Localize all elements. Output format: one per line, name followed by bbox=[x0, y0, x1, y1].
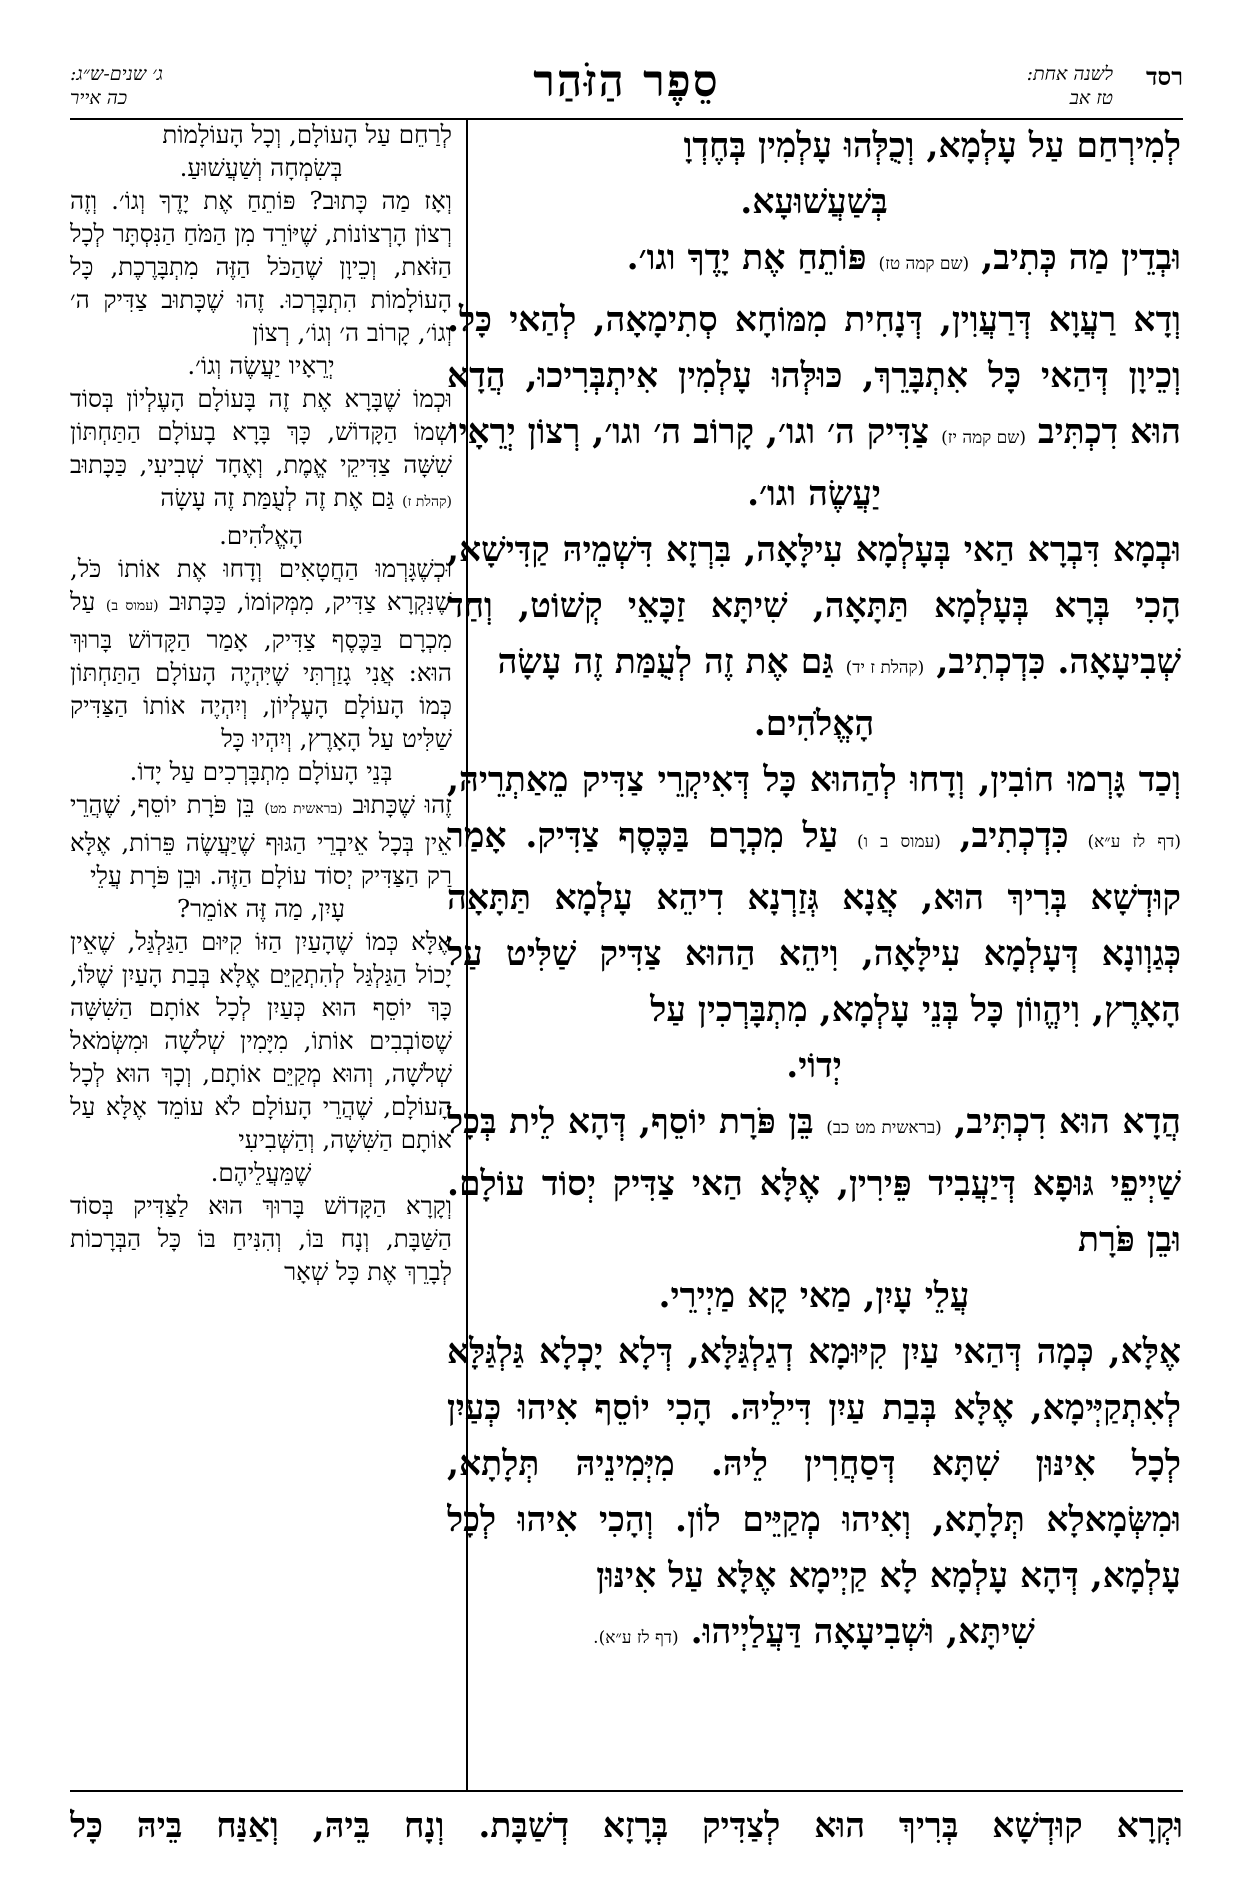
schedule-three-years: ג׳ שנים-ש״ג: bbox=[70, 63, 163, 85]
continuation-line: וּקְרָא קוּדְשָׁא בְּרִיךְ הוּא לְצַדִּיק בְּרָזָא דְשַׁבָּת. וְנָח בֵּיהּ, וְאַנַּח בֵּיהּ כָּל bbox=[70, 1806, 1183, 1846]
paragraph-end: בְּנֵי הָעוֹלָם מִתְבָּרְכִים עַל יָדוֹ. bbox=[129, 757, 393, 786]
paragraph: וּכְשֶׁגָּרְמוּ הַחֲטָאִים וְדָחוּ אֶת אוֹתוֹ כֹּל, שֶׁנִּקְרָא צַדִּיק, מִמְּקוֹמוֹ, כַּכָּתוּב (עמוס ב) עַל מִכְרָם בַּכֶּסֶף צַדִּיק, אָמַר הַקָּדוֹשׁ בָּרוּךְ הוּא: אֲנִי גָזַרְתִּי שֶׁיִּהְיֶה הָעוֹלָם הַתַּחְתּוֹן כְּמוֹ הָעוֹלָם הָעֶלְיוֹן, וְיִהְיֶה אוֹתוֹ הַצַּדִּיק שַׁלִּיט עַל הָאָרֶץ, וְיִהְיוּ כָּל bbox=[70, 554, 452, 753]
paragraph: וּבְמָא דִּבְרָא הַאי בְּעָלְמָא עִילָּאָה, בִּרְזָא דִּשְׁמֵיהּ קַדִּישָׁא, הָכִי בְּרָא בְּעָלְמָא תַּתָּאָה, שִׁיתָּא זַכָּאֵי קְשׁוֹט, וְחַד שְׁבִיעָאָה. כִּדְכְתִיב, (קהלת ז יד) גַּם אֶת זֶה לְעֻמַּת זֶה עָשָׂה bbox=[447, 530, 1181, 682]
paragraph: אֶלָּא, כְּמָה דְּהַאי עַיִן קִיּוּמָא דְגַלְגַּלָּא, דְּלָא יָכְלָא גַּלְגַּלָּא לְאִתְקַיְּימָא, אֶלָּא בְּבַת עַיִן דִּילֵיהּ. הָכִי יוֹסֵף אִיהוּ כְּעַיִן לְכָל אִינּוּן שִׁתָּא דְּסַחֲרִין לֵיהּ. מִיְּמִינֵיהּ תְּלָתָא, וּמִשְּׂמָאלָא תְּלָתָא, וְאִיהוּ מְקַיֵּים לוֹן. וְהָכִי אִיהוּ לְכָל עָלְמָא, דְּהָא עָלְמָא לָא קַיְימָא אֶלָּא עַל אִינּוּן bbox=[447, 1332, 1181, 1596]
paragraph-end: בְּשִׂמְחָה וְשַׁעֲשׁוּעַ. bbox=[179, 153, 343, 182]
paragraph-end: בְּשַׁעֲשׁוּעָא. bbox=[740, 182, 888, 222]
source-reference: (בראשית מט) bbox=[264, 801, 343, 817]
schedule-one-year: לשנה אחת: bbox=[1026, 63, 1113, 85]
hebrew-translation-column bbox=[70, 118, 452, 1792]
source-reference: (בראשית מט כב) bbox=[826, 1118, 942, 1138]
paragraph: וְקָרָא הַקָּדוֹשׁ בָּרוּךְ הוּא לַצַּדִּיק בְּסוֹד הַשַּׁבָּת, וְנָח בּוֹ, וְהִנִּיחַ בּוֹ כָּל הַבְּרָכוֹת לְבָרֵךְ אֶת כָּל שְׁאָר bbox=[70, 1191, 452, 1286]
schedule-three-years-date: כה אייר bbox=[70, 87, 128, 109]
paragraph-end: הָאֱלֹהִים. bbox=[219, 521, 303, 550]
paragraph-end: עָיִן, מַה זֶּה אוֹמֵר? bbox=[177, 894, 345, 923]
paragraph: הֲדָא הוּא דִכְתִּיב, (בראשית מט כב) בֵּן פֹּרָת יוֹסֵף, דְּהָא לֵית בְּכָל שַׁיְיפֵי גּוּפָא דְּיַעֲבִיד פֵּירִין, אֶלָּא הַאי צַדִּיק יְסוֹד עוֹלָם. וּבֵן פֹּרָת bbox=[447, 1102, 1182, 1260]
source-reference: (שם קמה יז) bbox=[941, 428, 1026, 448]
paragraph-end: יְרֵאָיו יַעֲשֶׂה וְגוֹ׳. bbox=[187, 351, 335, 380]
paragraph: זֶהוּ שֶׁכָּתוּב (בראשית מט) בֵּן פֹּרָת יוֹסֵף, שֶׁהֲרֵי אֵין בְּכָל אֵיבְרֵי הַגּוּף שֶׁיַּעֲשֶׂה פֵּרוֹת, אֶלָּא רַק הַצַּדִּיק יְסוֹד עוֹלָם הַזֶּה. וּבֵן פֹּרָת עֲלֵי bbox=[70, 790, 452, 890]
source-reference: (קהלת ז יד) bbox=[845, 658, 925, 678]
paragraph: וּכְמוֹ שֶׁבָּרָא אֶת זֶה בָּעוֹלָם הָעֶלְיוֹן בְּסוֹד שְׁמוֹ הַקָּדוֹשׁ, כָּךְ בָּרָא בָעוֹלָם הַתַּחְתּוֹן שִׁשָּׁה צַדִּיקֵי אֱמֶת, וְאֶחָד שְׁבִיעִי, כַּכָּתוּב (קהלת ז) גַּם אֶת זֶה לְעֻמַּת זֶה עָשָׂה bbox=[70, 384, 452, 512]
paragraph: וְדָא רַעֲוָא דְּרַעֲוִין, דְּנָחִית מִמּוֹחָא סְתִימָאָה, לְהַאי כָּל. וְכֵיוָן דְּהַאי כָּל אִתְבָּרֵךְ, כּוּלְּהוּ עָלְמִין אִיתְבְּרִיכוּ, הֲדָא הוּא דִכְתִּיב (שם קמה יז) צַדִּיק ה׳ וגו׳, קָרוֹב ה׳ וגו׳, רְצוֹן יְרֵאָיו bbox=[447, 300, 1181, 452]
source-reference: (קהלת ז) bbox=[402, 494, 452, 510]
paragraph-end: הָאֱלֹהִים. bbox=[753, 704, 875, 744]
page-reference: (דף לז ע״א) bbox=[1087, 832, 1181, 852]
page-reference: (דף לז ע״א). bbox=[593, 1628, 679, 1648]
paragraph-end: יַעֲשֶׂה וגו׳. bbox=[747, 474, 881, 514]
paragraph-end: יְדוֹי. bbox=[786, 1046, 842, 1086]
paragraph: לְרַחֵם עַל הָעוֹלָם, וְכָל הָעוֹלָמוֹת bbox=[162, 120, 452, 149]
reading-schedule-left bbox=[70, 62, 163, 110]
source-reference: (עמוס ב ו) bbox=[857, 832, 941, 852]
book-title: סֵפֶר הַזֹּהַר bbox=[533, 56, 720, 107]
paragraph: וּבְדֵין מַה כְּתִיב, (שם קמה טז) פּוֹתֵחַ אֶת יָדֶךָ וגו׳. bbox=[626, 238, 1181, 278]
page-header bbox=[70, 56, 1183, 122]
source-reference: (שם קמה טז) bbox=[878, 254, 970, 274]
source-reference: (עמוס ב) bbox=[105, 598, 159, 614]
schedule-one-year-date: טז אב bbox=[1069, 87, 1113, 109]
bottom-rule bbox=[70, 1790, 1183, 1792]
aramaic-column bbox=[447, 118, 1183, 1788]
page-number: רסד bbox=[1146, 62, 1183, 91]
paragraph: לְמִירְחַם עַל עָלְמָא, וְכֻלְּהוּ עָלְמִין בְּחֶדְוָ bbox=[683, 126, 1181, 166]
paragraph-end: שֶׁמֵּעֲלֵיהֶם. bbox=[210, 1158, 312, 1187]
column-divider bbox=[466, 118, 468, 1792]
paragraph-end: עֲלֵי עָיִן, מַאי קָא מַיְירֵי. bbox=[658, 1276, 970, 1316]
paragraph-end: שִׁיתָּא, וּשְׁבִיעָאָה דַּעֲלַיְיהוּ. (דף לז ע״א). bbox=[593, 1612, 1035, 1652]
paragraph: וְאָז מַה כָּתוּב? פּוֹתֵחַ אֶת יָדֶךָ וְגוֹ׳. וְזֶה רְצוֹן הָרְצוֹנוֹת, שֶׁיּוֹרֵד מִן הַמֹּחַ הַנִּסְתָּר לְכָל הַזֹּאת, וְכֵיוָן שֶׁהַכֹּל הַזֶּה מִתְבָּרֶכֶת, כָּל הָעוֹלָמוֹת הִתְבָּרְכוּ. זֶהוּ שֶׁכָּתוּב צַדִּיק ה׳ וְגוֹ׳, קָרוֹב ה׳ וְגוֹ׳, רְצוֹן bbox=[70, 186, 452, 347]
paragraph: אֶלָּא כְּמוֹ שֶׁהָעַיִן הַזּוֹ קִיּוּם הַגַּלְגַּל, שֶׁאֵין יָכוֹל הַגַּלְגַּל לְהִתְקַיֵּם אֶלָּא בְּבַת הָעַיִן שֶׁלּוֹ, כָּךְ יוֹסֵף הוּא כְּעַיִן לְכָל אוֹתָם הַשִּׁשָּׁה שֶׁסּוֹבְבִים אוֹתוֹ, מִיָּמִין שְׁלֹשָׁה וּמִשְּׂמֹאל שְׁלֹשָׁה, וְהוּא מְקַיֵּם אוֹתָם, וְכָךְ הוּא לְכָל הָעוֹלָם, שֶׁהֲרֵי הָעוֹלָם לֹא עוֹמֵד אֶלָּא עַל אוֹתָם הַשִּׁשָּׁה, וְהַשְּׁבִיעִי bbox=[70, 927, 452, 1154]
paragraph: וְכַד גָּרְמוּ חוֹבִין, וְדָחוּ לְהַהוּא כָּל דְּאִיקְרֵי צַדִּיק מֵאַתְרֵיהּ, (דף לז ע״א) כִּדְכְתִיב, (עמוס ב ו) עַל מִכְרָם בַּכֶּסֶף צַדִּיק. אָמַר קוּדְשָׁא בְּרִיךְ הוּא, אֲנָא גְּזַרְנָא דִיהֵא עָלְמָא תַּתָּאָה כְּגַוְונָא דְּעָלְמָא עִילָּאָה, וִיהֵא הַהוּא צַדִּיק שַׁלִּיט עַל הָאָרֶץ, וִיהֱווֹן כָּל בְּנֵי עָלְמָא, מִתְבָּרְכִין עַל bbox=[447, 760, 1181, 1030]
